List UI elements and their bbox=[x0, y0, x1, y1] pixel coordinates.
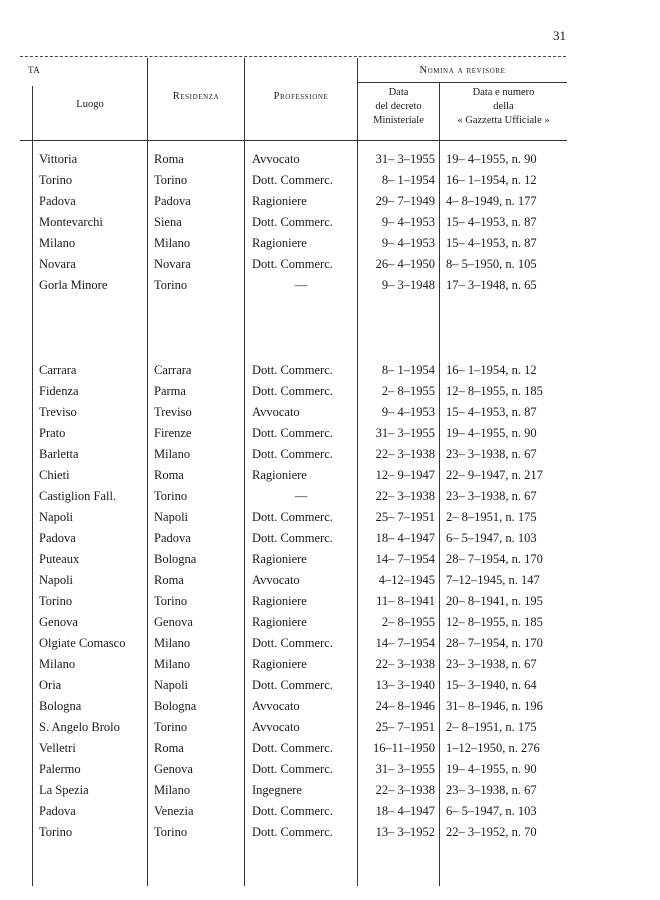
header-nomina: Nomina a revisore bbox=[419, 65, 506, 76]
cell-luogo: Torino bbox=[39, 173, 73, 187]
cell-gazzetta: 7–12–1945, n. 147 bbox=[446, 573, 540, 587]
cell-gazzetta: 15– 3–1940, n. 64 bbox=[446, 678, 537, 692]
cell-data: 9– 4–1953 bbox=[381, 215, 435, 229]
cell-data: 8– 1–1954 bbox=[381, 173, 435, 187]
cell-gazzetta: 16– 1–1954, n. 12 bbox=[446, 363, 537, 377]
cell-professione: Dott. Commerc. bbox=[252, 531, 333, 545]
cell-data: 2– 8–1955 bbox=[381, 615, 435, 629]
table-row bbox=[0, 822, 569, 843]
header-gazzetta bbox=[440, 86, 567, 128]
cell-luogo: Torino bbox=[39, 594, 73, 608]
cell-professione: Dott. Commerc. bbox=[252, 447, 333, 461]
cell-professione: Ragioniere bbox=[252, 615, 307, 629]
cell-residenza: Milano bbox=[154, 236, 191, 250]
cell-gazzetta: 6– 5–1947, n. 103 bbox=[446, 531, 537, 545]
cell-residenza: Siena bbox=[154, 215, 182, 229]
cell-gazzetta: 31– 8–1946, n. 196 bbox=[446, 699, 543, 713]
cell-luogo: Prato bbox=[39, 426, 66, 440]
cell-data: 13– 3–1940 bbox=[375, 678, 435, 692]
header-gazzetta-line: della bbox=[493, 101, 514, 112]
cell-gazzetta: 2– 8–1951, n. 175 bbox=[446, 720, 537, 734]
table-row bbox=[0, 507, 569, 528]
cell-residenza: Torino bbox=[154, 720, 188, 734]
table-row bbox=[0, 444, 569, 465]
table-row bbox=[0, 381, 569, 402]
cell-luogo: Milano bbox=[39, 236, 76, 250]
cell-residenza: Parma bbox=[154, 384, 186, 398]
cell-professione: Dott. Commerc. bbox=[252, 636, 333, 650]
fragment-label: TA bbox=[28, 65, 41, 75]
table-row bbox=[0, 233, 569, 254]
cell-luogo: Montevarchi bbox=[39, 215, 103, 229]
cell-gazzetta: 12– 8–1955, n. 185 bbox=[446, 615, 543, 629]
table-row bbox=[0, 738, 569, 759]
cell-residenza: Milano bbox=[154, 657, 191, 671]
cell-residenza: Torino bbox=[154, 594, 188, 608]
table-row bbox=[0, 612, 569, 633]
cell-data: 9– 3–1948 bbox=[381, 278, 435, 292]
cell-luogo: Novara bbox=[39, 257, 76, 271]
cell-data: 29– 7–1949 bbox=[375, 194, 435, 208]
cell-data: 12– 9–1947 bbox=[375, 468, 435, 482]
cell-gazzetta: 22– 3–1952, n. 70 bbox=[446, 825, 537, 839]
section-gap bbox=[0, 296, 569, 360]
cell-gazzetta: 1–12–1950, n. 276 bbox=[446, 741, 540, 755]
cell-professione: Dott. Commerc. bbox=[252, 363, 333, 377]
cell-data: 4–12–1945 bbox=[378, 573, 435, 587]
cell-professione: Ragioniere bbox=[252, 657, 307, 671]
cell-luogo: Bologna bbox=[39, 699, 82, 713]
cell-data: 26– 4–1950 bbox=[375, 257, 435, 271]
cell-data: 14– 7–1954 bbox=[375, 636, 435, 650]
cell-luogo: Genova bbox=[39, 615, 78, 629]
cell-gazzetta: 19– 4–1955, n. 90 bbox=[446, 426, 537, 440]
table-row bbox=[0, 654, 569, 675]
table-row bbox=[0, 528, 569, 549]
cell-residenza: Torino bbox=[154, 825, 188, 839]
cell-luogo: La Spezia bbox=[39, 783, 89, 797]
cell-data: 2– 8–1955 bbox=[381, 384, 435, 398]
cell-residenza: Milano bbox=[154, 783, 191, 797]
cell-professione: — bbox=[294, 489, 308, 503]
cell-luogo: Padova bbox=[39, 804, 76, 818]
cell-residenza: Genova bbox=[154, 762, 193, 776]
cell-data: 22– 3–1938 bbox=[375, 489, 435, 503]
cell-gazzetta: 28– 7–1954, n. 170 bbox=[446, 552, 543, 566]
header-professione: Professione bbox=[273, 91, 329, 102]
cell-residenza: Bologna bbox=[154, 699, 197, 713]
cell-data: 8– 1–1954 bbox=[381, 363, 435, 377]
cell-luogo: Gorla Minore bbox=[39, 278, 108, 292]
cell-professione: Avvocato bbox=[252, 720, 300, 734]
table-row bbox=[0, 591, 569, 612]
cell-gazzetta: 2– 8–1951, n. 175 bbox=[446, 510, 537, 524]
cell-gazzetta: 15– 4–1953, n. 87 bbox=[446, 215, 537, 229]
revisori-table bbox=[0, 149, 569, 843]
cell-professione: Avvocato bbox=[252, 699, 300, 713]
cell-luogo: Puteaux bbox=[39, 552, 80, 566]
cell-luogo: Barletta bbox=[39, 447, 79, 461]
header-data-decreto-line: Ministeriale bbox=[373, 115, 424, 126]
cell-gazzetta: 23– 3–1938, n. 67 bbox=[446, 447, 537, 461]
cell-data: 16–11–1950 bbox=[372, 741, 435, 755]
table-row bbox=[0, 191, 569, 212]
cell-data: 13– 3–1952 bbox=[375, 825, 435, 839]
cell-luogo: Castiglion Fall. bbox=[39, 489, 117, 503]
header-data-decreto-line: del decreto bbox=[375, 101, 422, 112]
header-rule bbox=[20, 140, 567, 141]
cell-professione: Dott. Commerc. bbox=[252, 384, 333, 398]
cell-professione: Dott. Commerc. bbox=[252, 173, 333, 187]
cell-professione: Dott. Commerc. bbox=[252, 678, 333, 692]
cell-data: 22– 3–1938 bbox=[375, 657, 435, 671]
table-row bbox=[0, 633, 569, 654]
cell-professione: Avvocato bbox=[252, 152, 300, 166]
cell-residenza: Roma bbox=[154, 573, 184, 587]
cell-data: 9– 4–1953 bbox=[381, 236, 435, 250]
top-rule bbox=[20, 56, 566, 57]
table-row bbox=[0, 717, 569, 738]
table-row bbox=[0, 486, 569, 507]
cell-residenza: Torino bbox=[154, 173, 188, 187]
cell-professione: Ragioniere bbox=[252, 552, 307, 566]
cell-data: 25– 7–1951 bbox=[375, 720, 435, 734]
cell-gazzetta: 23– 3–1938, n. 67 bbox=[446, 783, 537, 797]
cell-residenza: Genova bbox=[154, 615, 193, 629]
cell-gazzetta: 8– 5–1950, n. 105 bbox=[446, 257, 537, 271]
cell-luogo: Vittoria bbox=[39, 152, 78, 166]
table-row bbox=[0, 780, 569, 801]
table-row bbox=[0, 549, 569, 570]
cell-residenza: Padova bbox=[154, 531, 191, 545]
cell-residenza: Roma bbox=[154, 741, 184, 755]
cell-professione: — bbox=[294, 278, 308, 292]
cell-data: 14– 7–1954 bbox=[375, 552, 435, 566]
cell-data: 25– 7–1951 bbox=[375, 510, 435, 524]
cell-residenza: Venezia bbox=[154, 804, 194, 818]
cell-gazzetta: 23– 3–1938, n. 67 bbox=[446, 489, 537, 503]
cell-residenza: Napoli bbox=[154, 678, 189, 692]
cell-luogo: Treviso bbox=[39, 405, 77, 419]
table-row bbox=[0, 402, 569, 423]
cell-data: 18– 4–1947 bbox=[375, 531, 435, 545]
cell-luogo: Palermo bbox=[39, 762, 81, 776]
cell-residenza: Torino bbox=[154, 489, 188, 503]
cell-luogo: Fidenza bbox=[39, 384, 79, 398]
cell-gazzetta: 22– 9–1947, n. 217 bbox=[446, 468, 543, 482]
table-row bbox=[0, 423, 569, 444]
cell-luogo: Olgiate Comasco bbox=[39, 636, 126, 650]
table-row bbox=[0, 360, 569, 381]
cell-luogo: Velletri bbox=[39, 741, 76, 755]
cell-data: 31– 3–1955 bbox=[375, 762, 435, 776]
cell-residenza: Padova bbox=[154, 194, 191, 208]
cell-professione: Ingegnere bbox=[252, 783, 302, 797]
header-data-decreto-line: Data bbox=[388, 87, 409, 98]
cell-luogo: Padova bbox=[39, 531, 76, 545]
cell-gazzetta: 28– 7–1954, n. 170 bbox=[446, 636, 543, 650]
cell-professione: Dott. Commerc. bbox=[252, 257, 333, 271]
cell-gazzetta: 20– 8–1941, n. 195 bbox=[446, 594, 543, 608]
cell-luogo: Padova bbox=[39, 194, 76, 208]
cell-residenza: Novara bbox=[154, 257, 191, 271]
table-row bbox=[0, 149, 569, 170]
table-row bbox=[0, 275, 569, 296]
table-row bbox=[0, 696, 569, 717]
table-row bbox=[0, 675, 569, 696]
cell-gazzetta: 19– 4–1955, n. 90 bbox=[446, 762, 537, 776]
cell-professione: Ragioniere bbox=[252, 194, 307, 208]
table-row bbox=[0, 170, 569, 191]
cell-residenza: Carrara bbox=[154, 363, 192, 377]
cell-gazzetta: 15– 4–1953, n. 87 bbox=[446, 236, 537, 250]
cell-professione: Dott. Commerc. bbox=[252, 215, 333, 229]
revisori-table-body bbox=[0, 149, 569, 843]
cell-data: 24– 8–1946 bbox=[375, 699, 435, 713]
cell-luogo: Carrara bbox=[39, 363, 77, 377]
table-row bbox=[0, 465, 569, 486]
table-row bbox=[0, 212, 569, 233]
cell-professione: Dott. Commerc. bbox=[252, 510, 333, 524]
header-data-decreto bbox=[358, 86, 439, 128]
header-gazzetta-line: Data e numero bbox=[472, 87, 535, 98]
cell-residenza: Milano bbox=[154, 636, 191, 650]
cell-luogo: Milano bbox=[39, 657, 76, 671]
cell-data: 11– 8–1941 bbox=[376, 594, 435, 608]
cell-professione: Dott. Commerc. bbox=[252, 825, 333, 839]
cell-professione: Dott. Commerc. bbox=[252, 804, 333, 818]
cell-luogo: S. Angelo Brolo bbox=[39, 720, 120, 734]
cell-professione: Dott. Commerc. bbox=[252, 762, 333, 776]
cell-data: 9– 4–1953 bbox=[381, 405, 435, 419]
header-residenza: Residenza bbox=[172, 91, 220, 102]
cell-data: 18– 4–1947 bbox=[375, 804, 435, 818]
cell-professione: Avvocato bbox=[252, 405, 300, 419]
cell-residenza: Treviso bbox=[154, 405, 192, 419]
cell-luogo: Chieti bbox=[39, 468, 70, 482]
cell-gazzetta: 4– 8–1949, n. 177 bbox=[446, 194, 537, 208]
cell-gazzetta: 19– 4–1955, n. 90 bbox=[446, 152, 537, 166]
cell-gazzetta: 23– 3–1938, n. 67 bbox=[446, 657, 537, 671]
section-gap-cell bbox=[0, 296, 569, 360]
header-gazzetta-line: « Gazzetta Ufficiale » bbox=[457, 115, 550, 126]
table-row bbox=[0, 254, 569, 275]
cell-professione: Ragioniere bbox=[252, 236, 307, 250]
header-rule bbox=[357, 82, 567, 83]
cell-residenza: Roma bbox=[154, 468, 184, 482]
cell-professione: Avvocato bbox=[252, 573, 300, 587]
cell-residenza: Roma bbox=[154, 152, 184, 166]
table-row bbox=[0, 570, 569, 591]
cell-luogo: Napoli bbox=[39, 510, 74, 524]
cell-gazzetta: 12– 8–1955, n. 185 bbox=[446, 384, 543, 398]
cell-residenza: Milano bbox=[154, 447, 191, 461]
cell-residenza: Bologna bbox=[154, 552, 197, 566]
cell-residenza: Napoli bbox=[154, 510, 189, 524]
cell-professione: Ragioniere bbox=[252, 468, 307, 482]
cell-gazzetta: 15– 4–1953, n. 87 bbox=[446, 405, 537, 419]
cell-professione: Ragioniere bbox=[252, 594, 307, 608]
cell-data: 31– 3–1955 bbox=[375, 152, 435, 166]
page-number: 31 bbox=[553, 28, 566, 43]
header-luogo: Luogo bbox=[76, 99, 104, 110]
cell-luogo: Oria bbox=[39, 678, 62, 692]
cell-residenza: Torino bbox=[154, 278, 188, 292]
cell-data: 22– 3–1938 bbox=[375, 783, 435, 797]
table-row bbox=[0, 759, 569, 780]
cell-gazzetta: 6– 5–1947, n. 103 bbox=[446, 804, 537, 818]
table-row bbox=[0, 801, 569, 822]
cell-luogo: Napoli bbox=[39, 573, 74, 587]
cell-professione: Dott. Commerc. bbox=[252, 426, 333, 440]
cell-gazzetta: 17– 3–1948, n. 65 bbox=[446, 278, 537, 292]
cell-data: 22– 3–1938 bbox=[375, 447, 435, 461]
cell-luogo: Torino bbox=[39, 825, 73, 839]
cell-professione: Dott. Commerc. bbox=[252, 741, 333, 755]
cell-gazzetta: 16– 1–1954, n. 12 bbox=[446, 173, 537, 187]
cell-data: 31– 3–1955 bbox=[375, 426, 435, 440]
cell-residenza: Firenze bbox=[154, 426, 192, 440]
